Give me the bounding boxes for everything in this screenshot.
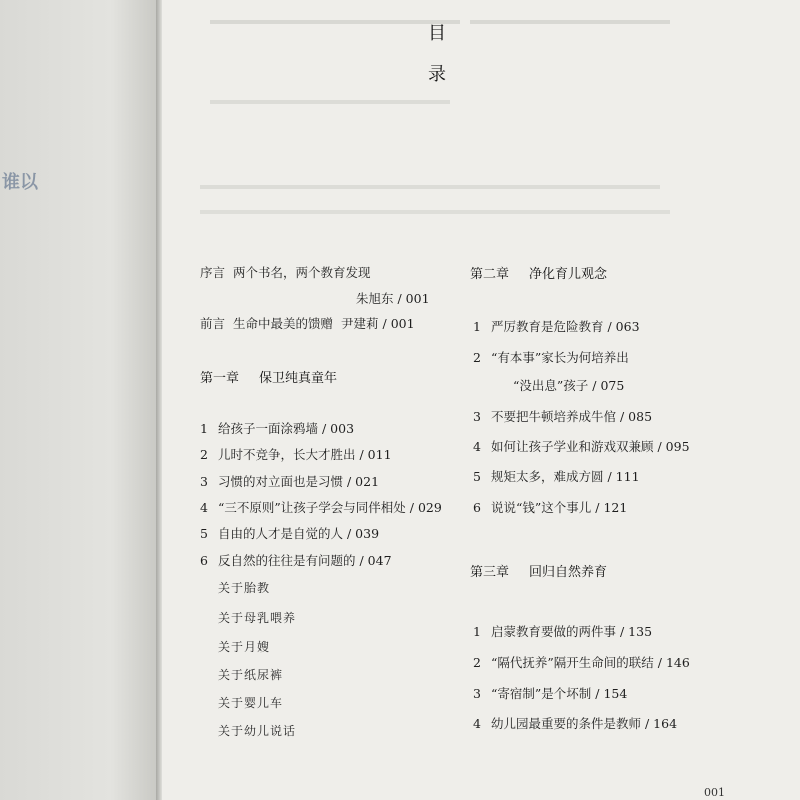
show-through-line bbox=[210, 100, 450, 104]
item-title: 习惯的对立面也是习惯 / 021 bbox=[218, 474, 380, 489]
item-title: 启蒙教育要做的两件事 / 135 bbox=[491, 624, 653, 639]
item-title: “没出息”孩子 / 075 bbox=[513, 378, 625, 393]
chapter-3-item[interactable] bbox=[473, 622, 652, 640]
chapter-1-subitem[interactable]: 关于母乳喂养 bbox=[218, 611, 297, 625]
facing-page bbox=[0, 0, 158, 800]
chapter-2-title: 净化育儿观念 bbox=[529, 267, 608, 282]
item-title: 儿时不竞争，长大才胜出 / 011 bbox=[218, 447, 392, 462]
item-number: 2 bbox=[473, 350, 481, 365]
show-through-line bbox=[210, 20, 460, 24]
chapter-1-title: 保卫纯真童年 bbox=[259, 371, 338, 386]
chapter-2-item[interactable] bbox=[473, 437, 690, 455]
item-title: 说说“钱”这个事儿 / 121 bbox=[491, 500, 628, 515]
item-number: 3 bbox=[200, 474, 208, 489]
item-number: 1 bbox=[473, 319, 481, 334]
foreword-entry[interactable] bbox=[200, 314, 415, 332]
item-number: 6 bbox=[200, 553, 208, 568]
chapter-1-subitem[interactable]: 关于胎教 bbox=[218, 581, 271, 595]
item-title: “寄宿制”是个坏制 / 154 bbox=[491, 686, 628, 701]
chapter-2-heading[interactable] bbox=[470, 263, 607, 282]
item-number: 1 bbox=[473, 624, 481, 639]
item-number: 3 bbox=[473, 686, 481, 701]
preface-author-page: 朱旭东 / 001 bbox=[356, 291, 430, 306]
item-title: “三不原则”让孩子学会与同伴相处 / 029 bbox=[218, 500, 442, 515]
foreword-author-page: 尹建莉 / 001 bbox=[341, 316, 415, 331]
chapter-1-item[interactable] bbox=[200, 419, 354, 437]
chapter-2-item[interactable] bbox=[473, 348, 629, 366]
item-number: 2 bbox=[473, 655, 481, 670]
item-number: 4 bbox=[473, 716, 481, 731]
show-through-line bbox=[200, 210, 670, 214]
chapter-1-heading[interactable] bbox=[200, 367, 337, 386]
show-through-line bbox=[200, 185, 660, 189]
item-title: 反自然的往往是有问题的 / 047 bbox=[218, 553, 392, 568]
preface-label: 序言 bbox=[200, 265, 226, 280]
foreword-label: 前言 bbox=[200, 316, 226, 331]
item-number: 5 bbox=[473, 469, 481, 484]
chapter-1-item[interactable] bbox=[200, 498, 442, 516]
item-number: 4 bbox=[200, 500, 208, 515]
chapter-1-label: 第一章 bbox=[200, 371, 240, 386]
foreword-title: 生命中最美的馈赠 bbox=[233, 316, 334, 331]
chapter-2-item[interactable] bbox=[473, 467, 640, 485]
item-title: “有本事”家长为何培养出 bbox=[491, 350, 629, 365]
chapter-3-label: 第三章 bbox=[470, 565, 510, 580]
item-number: 5 bbox=[200, 526, 208, 541]
toc-heading-char-1: 目 bbox=[428, 23, 448, 44]
item-title: 幼儿园最重要的条件是教师 / 164 bbox=[491, 716, 678, 731]
chapter-1-item[interactable] bbox=[200, 524, 379, 542]
chapter-3-item[interactable] bbox=[473, 653, 690, 671]
item-title: 严厉教育是危险教育 / 063 bbox=[491, 319, 640, 334]
chapter-3-title: 回归自然养育 bbox=[529, 565, 608, 580]
chapter-1-subitem[interactable]: 关于月嫂 bbox=[218, 640, 271, 654]
toc-heading-char-2: 录 bbox=[428, 64, 448, 85]
item-title: 自由的人才是自觉的人 / 039 bbox=[218, 526, 380, 541]
item-title: 给孩子一面涂鸦墙 / 003 bbox=[218, 421, 355, 436]
chapter-2-label: 第二章 bbox=[470, 267, 510, 282]
item-number: 6 bbox=[473, 500, 481, 515]
chapter-3-heading[interactable] bbox=[470, 561, 607, 580]
item-title: 不要把牛顿培养成牛倌 / 085 bbox=[491, 409, 653, 424]
chapter-1-subitem[interactable]: 关于幼儿说话 bbox=[218, 724, 297, 738]
chapter-3-item[interactable] bbox=[473, 714, 677, 732]
chapter-1-subitem[interactable]: 关于纸尿裤 bbox=[218, 668, 284, 682]
show-through-line bbox=[470, 20, 670, 24]
chapter-1-item[interactable] bbox=[200, 551, 392, 569]
item-number: 1 bbox=[200, 421, 208, 436]
chapter-1-subitem[interactable]: 关于婴儿车 bbox=[218, 696, 284, 710]
chapter-1-item[interactable] bbox=[200, 445, 392, 463]
chapter-2-item-continued[interactable] bbox=[513, 376, 624, 394]
preface-title: 两个书名，两个教育发现 bbox=[233, 265, 371, 280]
page-number: 001 bbox=[704, 786, 725, 799]
chapter-2-item[interactable] bbox=[473, 407, 652, 425]
item-title: 规矩太多，难成方圆 / 111 bbox=[491, 469, 640, 484]
item-title: “隔代抚养”隔开生命间的联结 / 146 bbox=[491, 655, 690, 670]
item-title: 如何让孩子学业和游戏双兼顾 / 095 bbox=[491, 439, 690, 454]
facing-page-edge-mark: 谁以 bbox=[2, 172, 38, 193]
chapter-1-item[interactable] bbox=[200, 472, 379, 490]
chapter-2-item[interactable] bbox=[473, 317, 640, 335]
item-number: 4 bbox=[473, 439, 481, 454]
chapter-2-item[interactable] bbox=[473, 498, 627, 516]
item-number: 2 bbox=[200, 447, 208, 462]
preface-entry[interactable] bbox=[200, 263, 371, 281]
chapter-3-item[interactable] bbox=[473, 684, 627, 702]
item-number: 3 bbox=[473, 409, 481, 424]
